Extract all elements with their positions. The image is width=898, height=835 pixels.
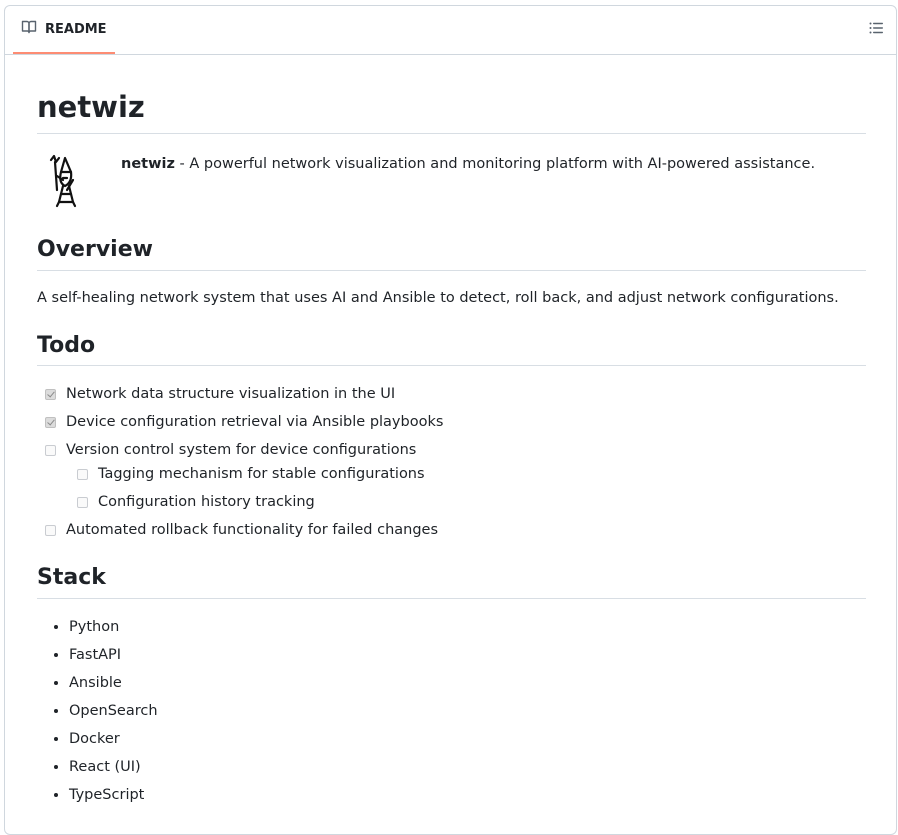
intro-text [121, 152, 815, 176]
task-label: Tagging mechanism for stable configurations [98, 466, 425, 483]
task-label: Version control system for device configurations [66, 442, 417, 459]
subtask-item [77, 462, 866, 486]
readme-header [5, 6, 896, 55]
stack-heading: Stack [37, 564, 866, 599]
readme-content [5, 89, 896, 807]
subtask-item [77, 490, 866, 514]
readme-panel [4, 5, 897, 835]
wizard-logo-icon [37, 150, 101, 214]
task-label: Network data structure visualization in the UI [66, 386, 396, 403]
task-checkbox[interactable] [45, 389, 56, 400]
list-item: • React (UI) [69, 755, 866, 779]
list-item: • Ansible [69, 671, 866, 695]
list-item: • Docker [69, 727, 866, 751]
task-checkbox[interactable] [45, 445, 56, 456]
list-item: • OpenSearch [69, 699, 866, 723]
task-checkbox[interactable] [77, 469, 88, 480]
list-unordered-icon [868, 20, 884, 40]
list-item: • TypeScript [69, 783, 866, 807]
task-label: Device configuration retrieval via Ansible playbooks [66, 414, 444, 431]
subtask-list [45, 462, 866, 514]
outline-button[interactable] [864, 18, 888, 42]
overview-heading: Overview [37, 236, 866, 271]
project-name: netwiz [121, 156, 175, 173]
task-label: Automated rollback functionality for failed changes [66, 522, 439, 539]
task-checkbox[interactable] [77, 497, 88, 508]
task-item [45, 518, 866, 542]
task-checkbox[interactable] [45, 417, 56, 428]
tab-readme[interactable] [13, 6, 115, 54]
todo-list [37, 382, 866, 542]
stack-list [37, 615, 866, 807]
tab-readme-label: README [45, 21, 107, 37]
task-item [45, 382, 866, 406]
readme-title: netwiz [37, 89, 866, 134]
task-checkbox[interactable] [45, 525, 56, 536]
todo-heading: Todo [37, 332, 866, 367]
task-item [45, 410, 866, 434]
project-description: - A powerful network visualization and monitoring platform with AI-powered assistance. [174, 156, 816, 173]
task-label: Configuration history tracking [98, 494, 315, 511]
book-icon [21, 19, 37, 39]
list-item: • Python [69, 615, 866, 639]
overview-text: A self-healing network system that uses AI and Ansible to detect, roll back, and adjust network configurations. [37, 289, 839, 306]
task-item [45, 438, 866, 514]
list-item: • FastAPI [69, 643, 866, 667]
intro-section [37, 150, 866, 214]
